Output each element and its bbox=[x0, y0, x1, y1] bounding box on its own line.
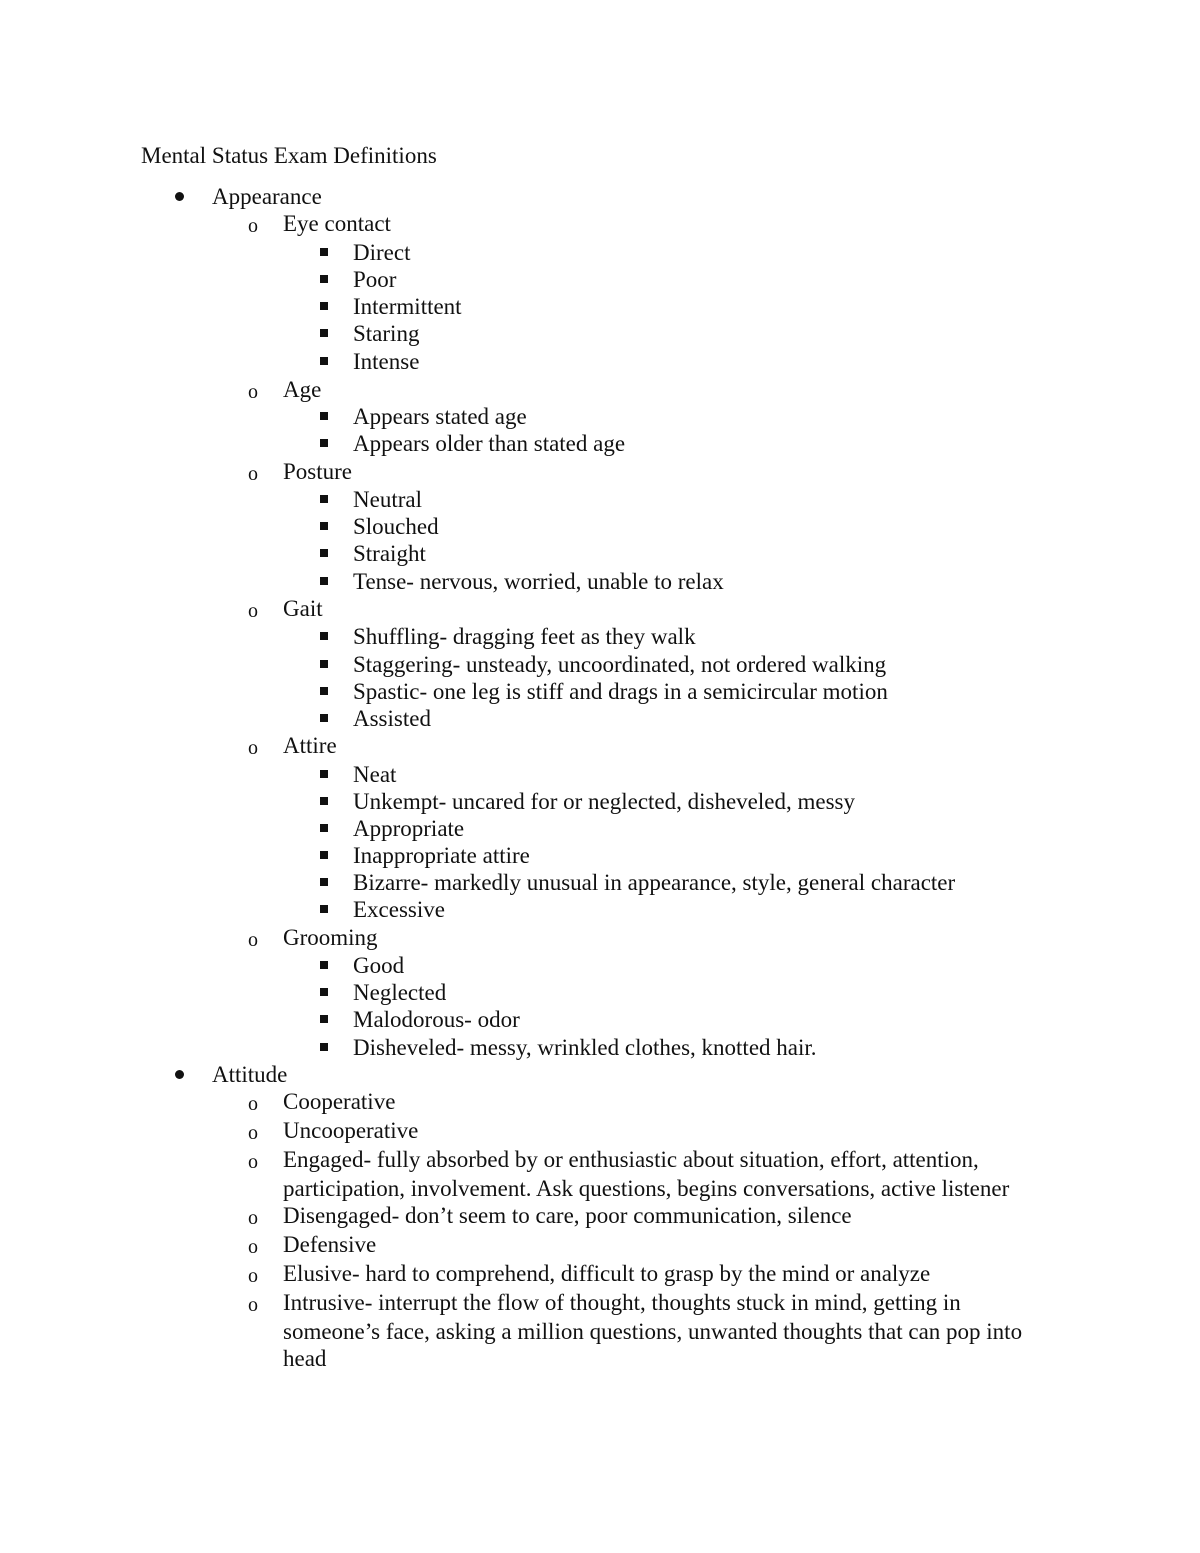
list-item-text: Unkempt- uncared for or neglected, disheveled, messy bbox=[353, 789, 855, 814]
list-item-continuation bbox=[283, 1317, 1022, 1347]
circle-bullet-icon: o bbox=[248, 1151, 258, 1173]
list-item-text: Spastic- one leg is stiff and drags in a semicircular motion bbox=[353, 679, 888, 704]
circle-bullet-icon: o bbox=[248, 600, 258, 622]
square-bullet-icon bbox=[320, 439, 328, 447]
square-bullet-icon bbox=[320, 248, 328, 256]
square-bullet-icon bbox=[320, 824, 328, 832]
list-item-text: Good bbox=[353, 953, 405, 978]
square-bullet-icon bbox=[320, 495, 328, 503]
list-item bbox=[353, 292, 462, 322]
list-item-text: Neat bbox=[353, 762, 397, 787]
circle-bullet-icon: o bbox=[248, 1207, 258, 1229]
list-item bbox=[353, 567, 724, 597]
square-bullet-icon bbox=[320, 687, 328, 695]
list-item bbox=[248, 1288, 961, 1318]
list-item bbox=[353, 402, 527, 432]
list-item-text: Intermittent bbox=[353, 294, 462, 319]
list-item bbox=[353, 951, 404, 981]
list-item bbox=[353, 238, 410, 268]
square-bullet-icon bbox=[320, 988, 328, 996]
list-item-text: Cooperative bbox=[283, 1089, 396, 1114]
list-item bbox=[353, 760, 396, 790]
list-item bbox=[353, 978, 446, 1008]
list-item bbox=[353, 512, 439, 542]
list-item bbox=[353, 895, 445, 925]
square-bullet-icon bbox=[320, 522, 328, 530]
list-item bbox=[353, 265, 396, 295]
list-item-text: Intense bbox=[353, 349, 420, 374]
square-bullet-icon bbox=[320, 412, 328, 420]
square-bullet-icon bbox=[320, 275, 328, 283]
list-item-text: Poor bbox=[353, 267, 397, 292]
circle-bullet-icon: o bbox=[248, 1122, 258, 1144]
list-item bbox=[248, 1230, 377, 1260]
subsection-label: Grooming bbox=[283, 925, 378, 950]
section-label: Attitude bbox=[212, 1062, 288, 1087]
square-bullet-icon bbox=[320, 961, 328, 969]
list-item bbox=[353, 650, 886, 680]
list-item-text: Appears stated age bbox=[353, 404, 527, 429]
square-bullet-icon bbox=[320, 549, 328, 557]
list-item-text: Assisted bbox=[353, 706, 431, 731]
page-title: Mental Status Exam Definitions bbox=[141, 143, 437, 168]
section-label: Appearance bbox=[212, 184, 322, 209]
list-item bbox=[353, 539, 426, 569]
list-item bbox=[248, 1259, 931, 1289]
bullet-icon bbox=[175, 1070, 184, 1079]
list-item-text: Staring bbox=[353, 321, 420, 346]
list-item-text: Tense- nervous, worried, unable to relax bbox=[353, 569, 724, 594]
list-item-text: Bizarre- markedly unusual in appearance, style, general character bbox=[353, 870, 956, 895]
list-item-continuation bbox=[283, 1344, 326, 1374]
square-bullet-icon bbox=[320, 660, 328, 668]
circle-bullet-icon: o bbox=[248, 1093, 258, 1115]
list-item-text: Uncooperative bbox=[283, 1118, 419, 1143]
list-item-text: Intrusive- interrupt the flow of thought, thoughts stuck in mind, getting in bbox=[283, 1290, 961, 1315]
list-item bbox=[353, 347, 419, 377]
list-item-text: Engaged- fully absorbed by or enthusiastic about situation, effort, attention, bbox=[283, 1147, 979, 1172]
square-bullet-icon bbox=[320, 770, 328, 778]
list-item-text: Neglected bbox=[353, 980, 447, 1005]
square-bullet-icon bbox=[320, 1015, 328, 1023]
list-item-text: Appears older than stated age bbox=[353, 431, 626, 456]
list-item bbox=[353, 622, 696, 652]
subsection-eye-contact bbox=[248, 209, 391, 239]
list-item bbox=[353, 1005, 520, 1035]
list-item-text: Defensive bbox=[283, 1232, 377, 1257]
list-item bbox=[353, 704, 431, 734]
subsection-label: Age bbox=[283, 377, 322, 402]
circle-bullet-icon: o bbox=[248, 1236, 258, 1258]
list-item-text: someone’s face, asking a million questions, unwanted thoughts that can pop into bbox=[283, 1319, 1023, 1344]
list-item bbox=[248, 1145, 979, 1175]
subsection-age bbox=[248, 375, 322, 405]
circle-bullet-icon: o bbox=[248, 381, 258, 403]
square-bullet-icon bbox=[320, 797, 328, 805]
list-item-text: Direct bbox=[353, 240, 411, 265]
list-item bbox=[248, 1116, 419, 1146]
subsection-attire bbox=[248, 731, 337, 761]
list-item-text: Malodorous- odor bbox=[353, 1007, 520, 1032]
list-item-text: participation, involvement. Ask questions, begins conversations, active listener bbox=[283, 1176, 1010, 1201]
subsection-label: Eye contact bbox=[283, 211, 391, 236]
circle-bullet-icon: o bbox=[248, 463, 258, 485]
list-item-text: Disengaged- don’t seem to care, poor communication, silence bbox=[283, 1203, 852, 1228]
list-item bbox=[353, 485, 422, 515]
list-item bbox=[353, 787, 855, 817]
square-bullet-icon bbox=[320, 632, 328, 640]
bullet-icon bbox=[175, 192, 184, 201]
list-item-text: Appropriate bbox=[353, 816, 465, 841]
square-bullet-icon bbox=[320, 714, 328, 722]
subsection-label: Attire bbox=[283, 733, 337, 758]
list-item bbox=[248, 1201, 852, 1231]
list-item-text: Excessive bbox=[353, 897, 445, 922]
subsection-grooming bbox=[248, 923, 378, 953]
square-bullet-icon bbox=[320, 905, 328, 913]
list-item bbox=[353, 814, 464, 844]
list-item-text: Straight bbox=[353, 541, 426, 566]
square-bullet-icon bbox=[320, 1043, 328, 1051]
circle-bullet-icon: o bbox=[248, 929, 258, 951]
list-item bbox=[353, 1033, 817, 1063]
list-item-text: head bbox=[283, 1346, 327, 1371]
list-item-text: Elusive- hard to comprehend, difficult to grasp by the mind or analyze bbox=[283, 1261, 931, 1286]
circle-bullet-icon: o bbox=[248, 737, 258, 759]
subsection-gait bbox=[248, 594, 323, 624]
list-item bbox=[353, 429, 625, 459]
list-item bbox=[353, 319, 419, 349]
section-appearance bbox=[212, 182, 322, 212]
list-item-continuation bbox=[283, 1174, 1009, 1204]
list-item-text: Slouched bbox=[353, 514, 439, 539]
section-attitude bbox=[212, 1060, 287, 1090]
square-bullet-icon bbox=[320, 302, 328, 310]
square-bullet-icon bbox=[320, 577, 328, 585]
square-bullet-icon bbox=[320, 878, 328, 886]
square-bullet-icon bbox=[320, 329, 328, 337]
subsection-posture bbox=[248, 457, 352, 487]
subsection-label: Posture bbox=[283, 459, 352, 484]
list-item-text: Disheveled- messy, wrinkled clothes, knotted hair. bbox=[353, 1035, 817, 1060]
circle-bullet-icon: o bbox=[248, 1294, 258, 1316]
circle-bullet-icon: o bbox=[248, 1265, 258, 1287]
list-item bbox=[353, 677, 888, 707]
list-item-text: Staggering- unsteady, uncoordinated, not ordered walking bbox=[353, 652, 887, 677]
list-item bbox=[248, 1087, 396, 1117]
list-item bbox=[353, 841, 530, 871]
square-bullet-icon bbox=[320, 357, 328, 365]
list-item-text: Neutral bbox=[353, 487, 422, 512]
list-item-text: Inappropriate attire bbox=[353, 843, 530, 868]
circle-bullet-icon: o bbox=[248, 215, 258, 237]
square-bullet-icon bbox=[320, 851, 328, 859]
list-item bbox=[353, 868, 955, 898]
list-item-text: Shuffling- dragging feet as they walk bbox=[353, 624, 696, 649]
subsection-label: Gait bbox=[283, 596, 323, 621]
